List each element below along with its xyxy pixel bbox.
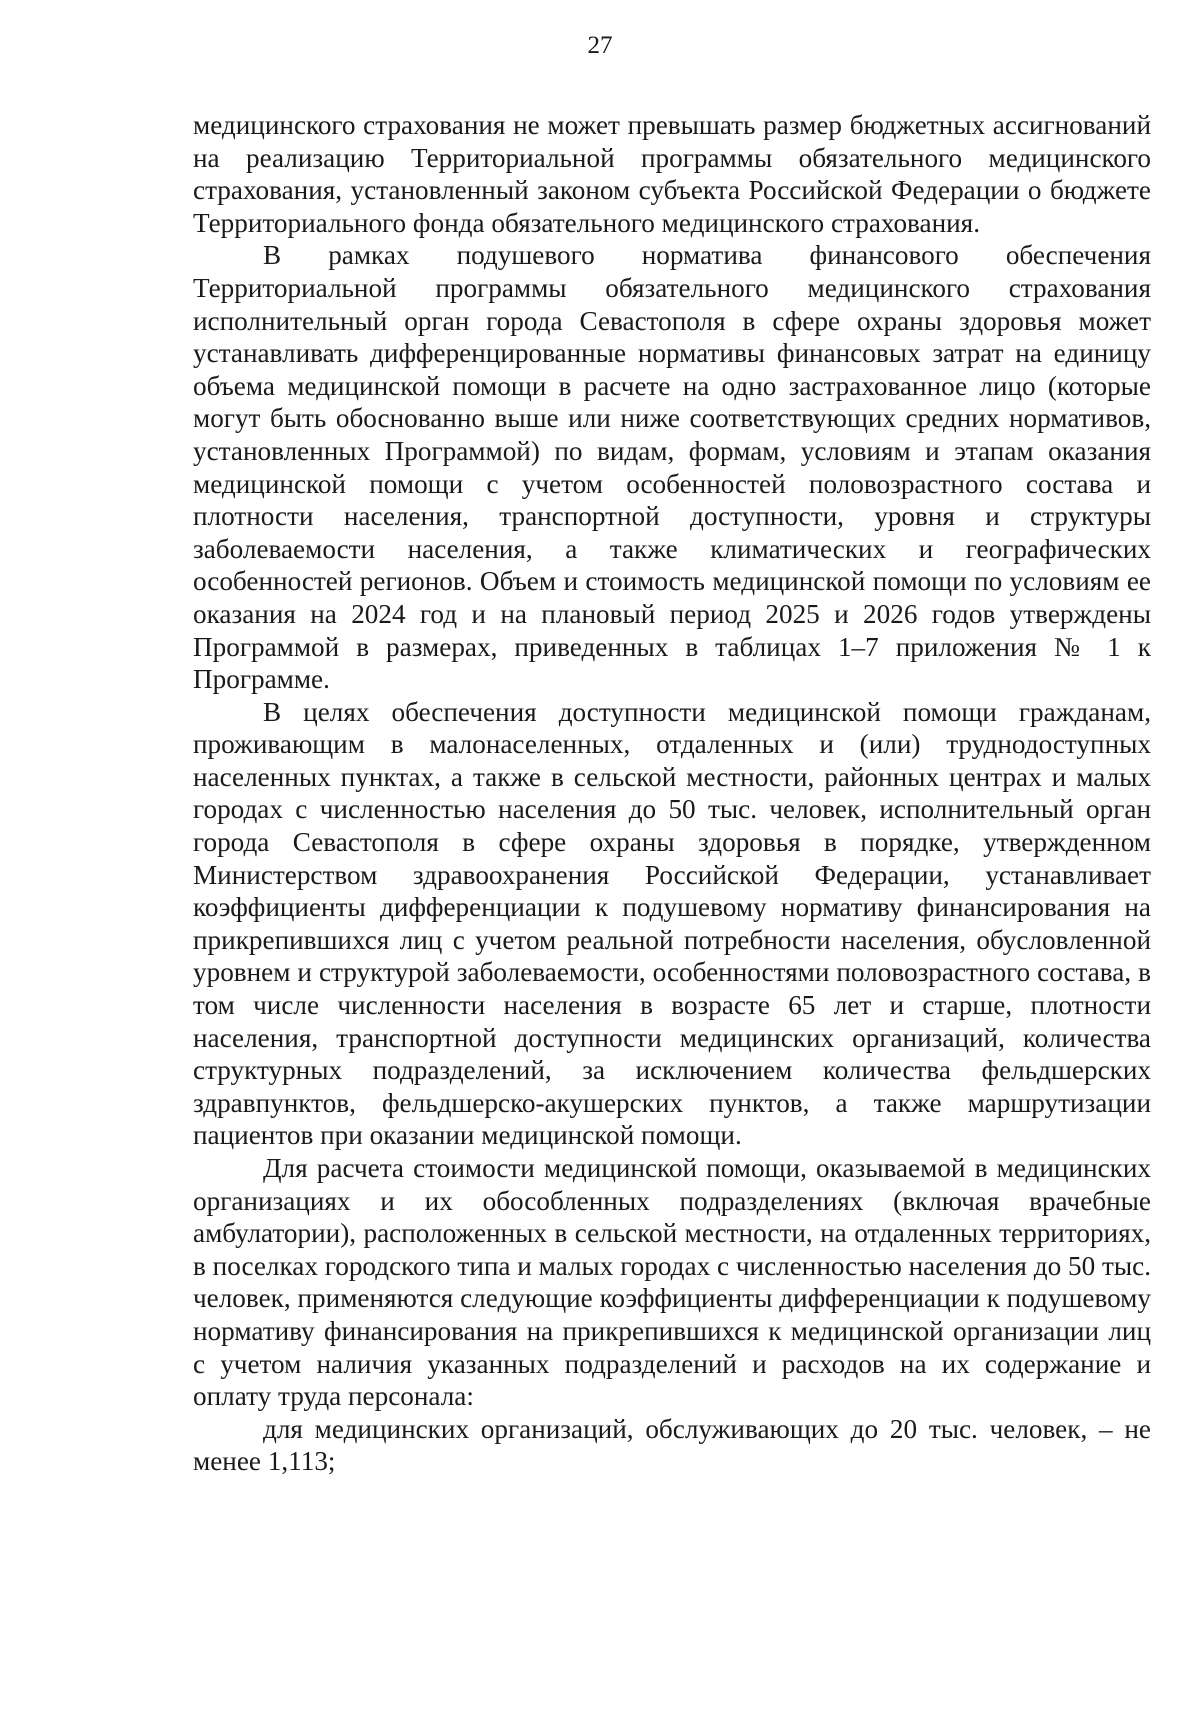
paragraph-3: В целях обеспечения доступности медицинской помощи гражданам, проживающим в малонаселенных, отдаленных и (или) труднодоступных населенных пунктах, а также в сельской местности, районных центрах и малых городах с численностью населения до 50 тыс. человек, исполнительный орган города Севастополя в сфере охраны здоровья в порядке, утвержденном Министерством здравоохранения Российской Федерации, устанавливает коэффициенты дифференциации к подушевому нормативу финансирования на прикрепившихся лиц с учетом реальной потребности населения, обусловленной уровнем и структурой заболеваемости, особенностями половозрастного состава, в том числе численности населения в возрасте 65 лет и старше, плотности населения, транспортной доступности медицинских организаций, количества структурных подразделений, за исключением количества фельдшерских здравпунктов, фельдшерско-акушерских пунктов, а также маршрутизации пациентов при оказании медицинской помощи. xyxy=(193,696,1151,1151)
paragraph-1: медицинского страхования не может превышать размер бюджетных ассигнований на реализацию Территориальной программы обязательного медицинского страхования, установленный законом субъекта Российской Федерации о бюджете Территориального фонда обязательного медицинского страхования. xyxy=(193,110,1151,238)
page-number: 27 xyxy=(587,32,613,59)
paragraph-5: для медицинских организаций, обслуживающих до 20 тыс. человек, – не менее 1,113; xyxy=(193,1413,1151,1477)
paragraph-2: В рамках подушевого норматива финансового обеспечения Территориальной программы обязательного медицинского страхования исполнительный орган города Севастополя в сфере охраны здоровья может устанавливать дифференцированные нормативы финансовых затрат на единицу объема медицинской помощи в расчете на одно застрахованное лицо (которые могут быть обоснованно выше или ниже соответствующих средних нормативов, установленных Программой) по видам, формам, условиям и этапам оказания медицинской помощи с учетом особенностей половозрастного состава и плотности населения, транспортной доступности, уровня и структуры заболеваемости населения, а также климатических и географических особенностей регионов. Объем и стоимость медицинской помощи по условиям ее оказания на 2024 год и на плановый период 2025 и 2026 годов утверждены Программой в размерах, приведенных в таблицах 1–7 приложения № 1 к Программе. xyxy=(193,240,1151,695)
paragraph-4: Для расчета стоимости медицинской помощи, оказываемой в медицинских организациях и их обособленных подразделениях (включая врачебные амбулатории), расположенных в сельской местности, на отдаленных территориях, в поселках городского типа и малых городах с численностью населения до 50 тыс. человек, применяются следующие коэффициенты дифференциации к подушевому нормативу финансирования на прикрепившихся к медицинской организации лиц с учетом наличия указанных подразделений и расходов на их содержание и оплату труда персонала: xyxy=(193,1153,1151,1412)
document-body xyxy=(193,109,1151,1478)
